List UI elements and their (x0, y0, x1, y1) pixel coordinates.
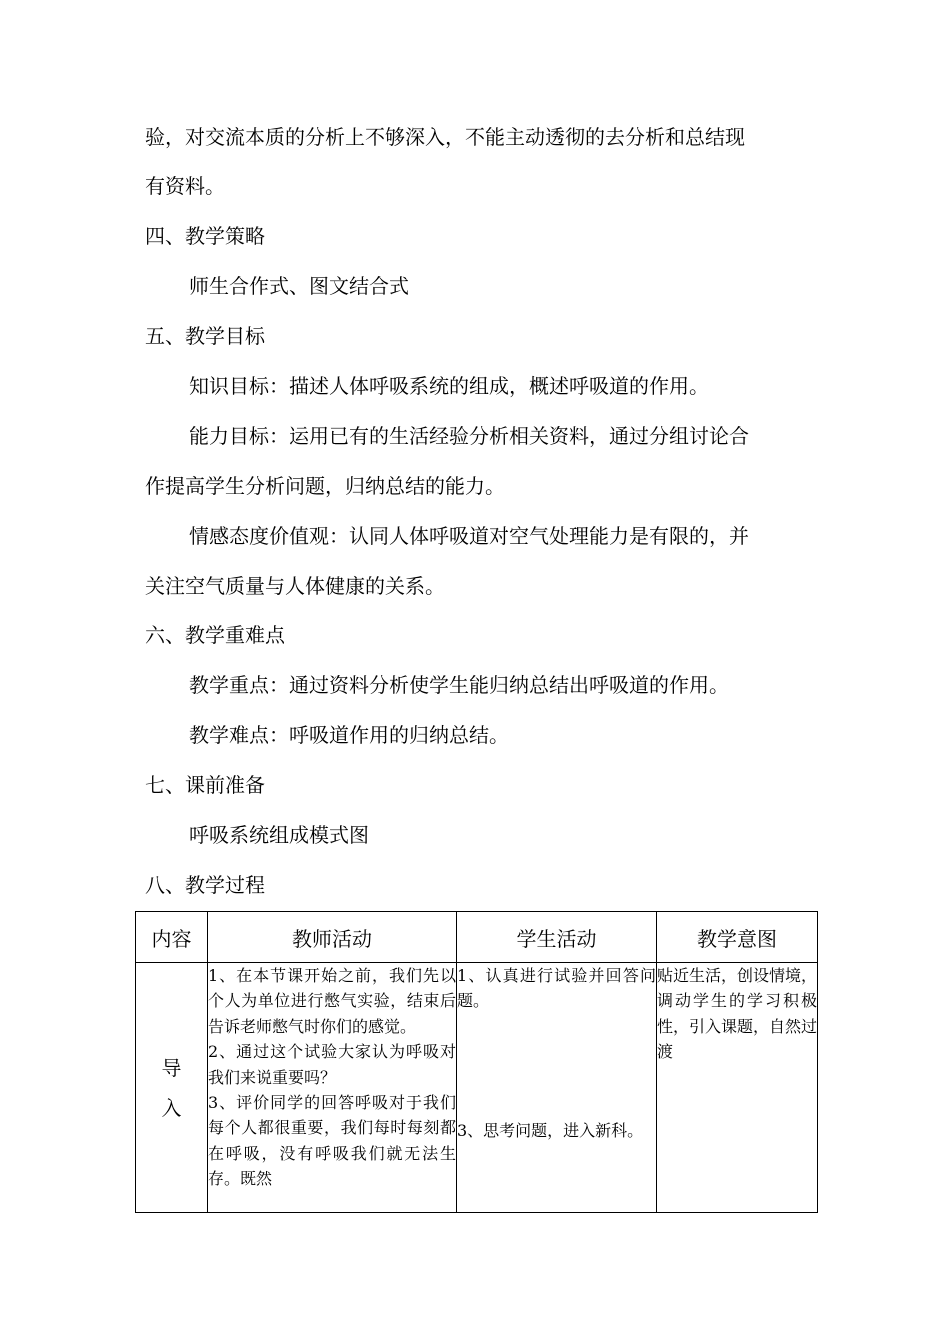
header-teacher-activity: 教师活动 (208, 912, 457, 963)
header-teaching-intent: 教学意图 (657, 912, 818, 963)
table-header-row (136, 912, 818, 963)
teacher-step: 3、评价同学的回答呼吸对于我们每个人都很重要，我们每时每刻都在呼吸，没有呼吸我们就无法生存。既然 (208, 1093, 456, 1189)
key-point: 教学重点：通过资料分析使学生能归纳总结出呼吸道的作用。 (189, 673, 729, 697)
paragraph-line: 有资料。 (145, 174, 225, 198)
content-char: 导 (161, 1055, 182, 1080)
paragraph-line: 验，对交流本质的分析上不够深入，不能主动透彻的去分析和总结现 (145, 125, 745, 149)
header-content: 内容 (136, 912, 208, 963)
section-heading-4: 四、教学策略 (145, 224, 265, 248)
ability-goal-line2: 作提高学生分析问题，归纳总结的能力。 (145, 474, 505, 498)
section-heading-6: 六、教学重难点 (145, 623, 285, 647)
ability-goal-line1: 能力目标：运用已有的生活经验分析相关资料，通过分组讨论合 (189, 424, 749, 448)
student-step: 1、认真进行试验并回答问题。 (457, 966, 656, 1011)
emotion-goal-line1: 情感态度价值观：认同人体呼吸道对空气处理能力是有限的，并 (189, 524, 749, 548)
teaching-intent-cell (657, 963, 818, 1213)
teaching-intent-text: 贴近生活，创设情境，调动学生的学习积极性，引入课题，自然过渡 (657, 966, 818, 1062)
table-row (136, 963, 818, 1213)
section-heading-8: 八、教学过程 (145, 873, 265, 897)
teacher-activity-cell (208, 963, 457, 1213)
header-student-activity: 学生活动 (457, 912, 657, 963)
section-heading-5: 五、教学目标 (145, 324, 265, 348)
strategy-text: 师生合作式、图文结合式 (189, 274, 409, 298)
teacher-step: 1、在本节课开始之前，我们先以个人为单位进行憋气实验，结束后告诉老师憋气时你们的感觉。 (208, 966, 456, 1036)
student-activity-cell (457, 963, 657, 1213)
teacher-step: 2、通过这个试验大家认为呼吸对我们来说重要吗？ (208, 1042, 456, 1087)
teaching-process-table (135, 911, 818, 1213)
difficult-point: 教学难点：呼吸道作用的归纳总结。 (189, 723, 509, 747)
content-char: 入 (161, 1095, 182, 1120)
content-cell (136, 963, 208, 1213)
preparation-text: 呼吸系统组成模式图 (189, 823, 369, 847)
knowledge-goal: 知识目标：描述人体呼吸系统的组成，概述呼吸道的作用。 (189, 374, 709, 398)
student-step: 3、思考问题，进入新科。 (457, 1120, 644, 1140)
emotion-goal-line2: 关注空气质量与人体健康的关系。 (145, 574, 445, 598)
section-heading-7: 七、课前准备 (145, 773, 265, 797)
